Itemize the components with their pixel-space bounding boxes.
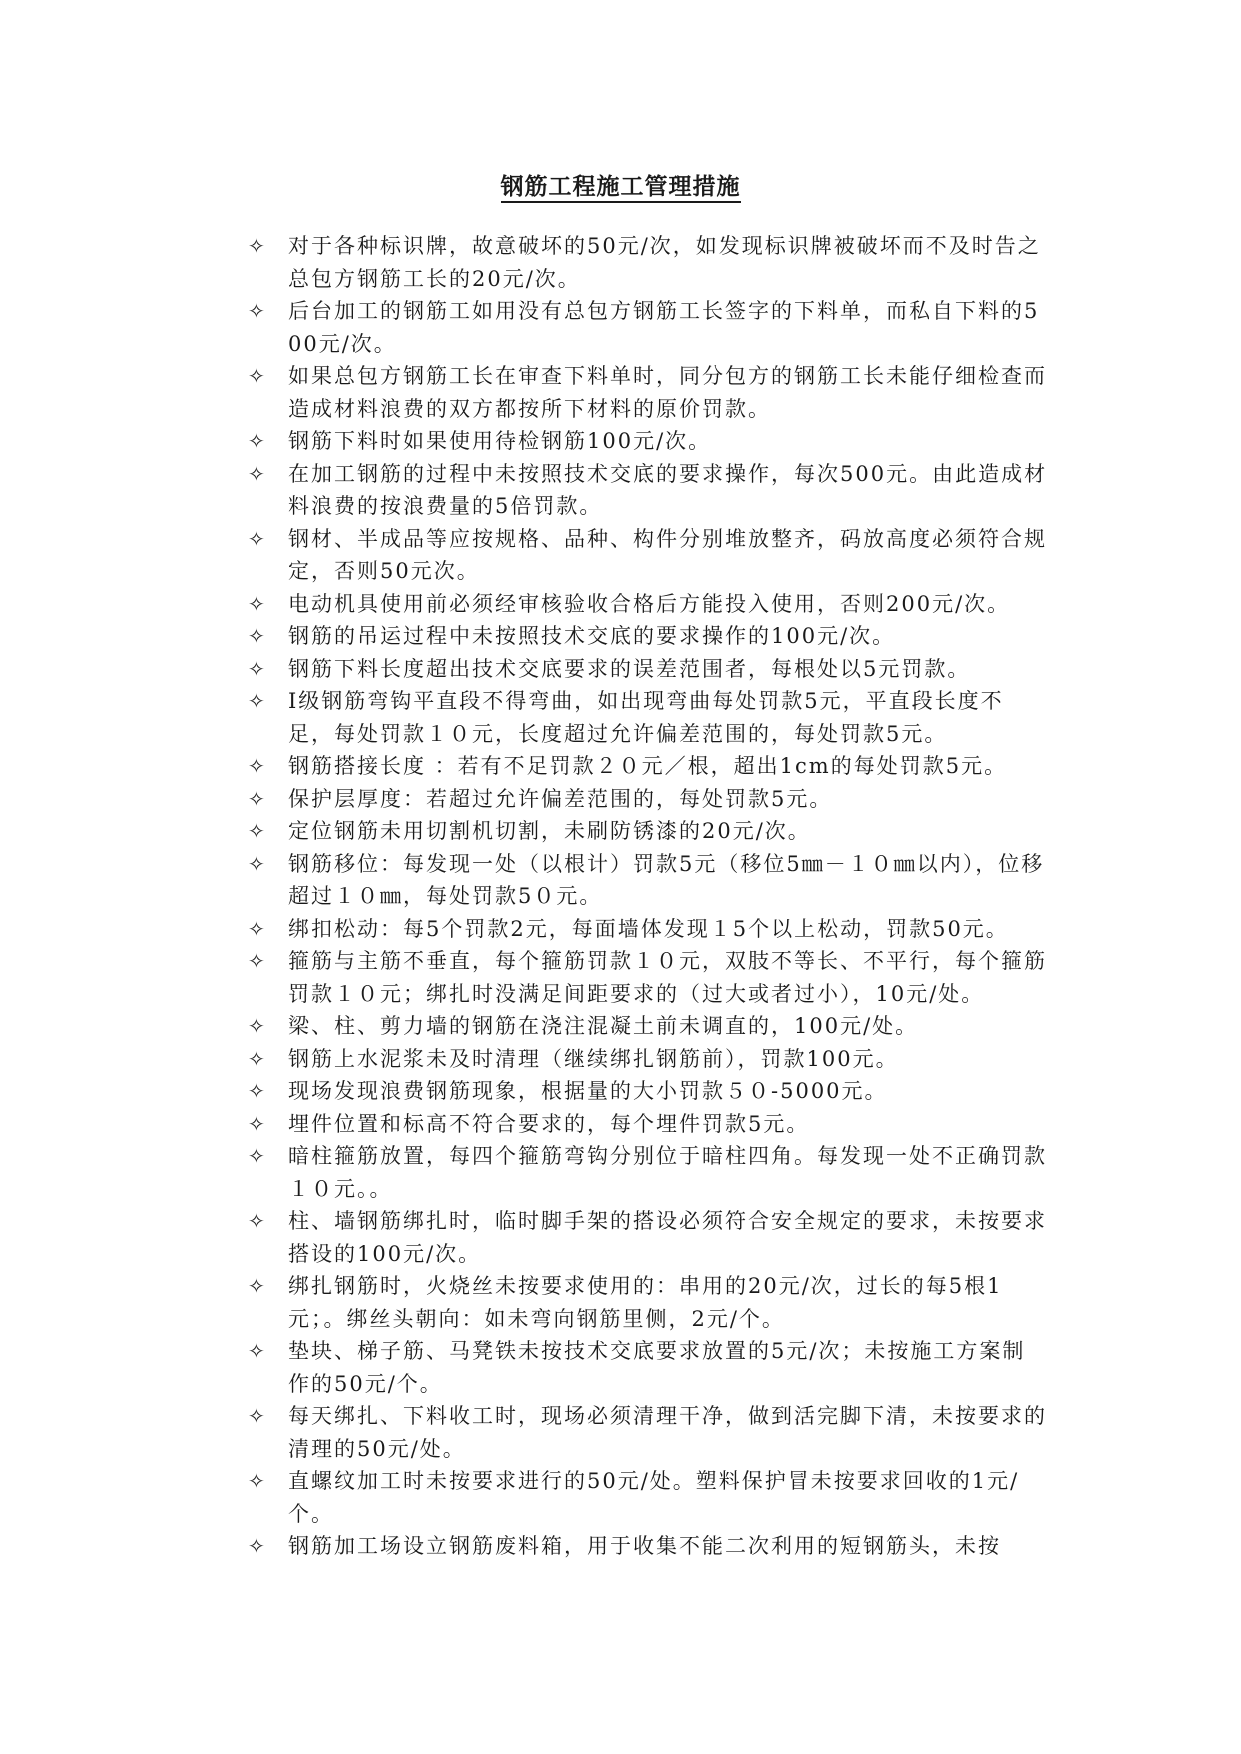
list-item-text: 钢筋的吊运过程中未按照技术交底的要求操作的100元/次。 <box>288 624 896 648</box>
list-item-text: 钢筋下料时如果使用待检钢筋100元/次。 <box>288 429 712 453</box>
list-item-text: 梁、柱、剪力墙的钢筋在浇注混凝土前未调直的，100元/处。 <box>288 1014 919 1038</box>
list-item <box>248 620 1048 653</box>
diamond-bullet-icon: ✧ <box>248 656 265 681</box>
list-item <box>248 913 1048 946</box>
diamond-bullet-icon: ✧ <box>248 1144 265 1168</box>
diamond-bullet-icon: ✧ <box>248 1404 265 1428</box>
list-item <box>248 653 1048 686</box>
list-item <box>248 1465 1048 1530</box>
diamond-bullet-icon: ✧ <box>248 819 265 843</box>
list-item-text: 如果总包方钢筋工长在审查下料单时，同分包方的钢筋工长未能仔细检查而造成材料浪费的双方都按所下材料的原价罚款。 <box>288 364 1047 421</box>
list-item-text: 现场发现浪费钢筋现象，根据量的大小罚款５０-5000元。 <box>288 1079 888 1103</box>
list-item-text: 钢筋搭接长度 ：若有不足罚款２０元／根，超出1cm的每处罚款5元。 <box>288 754 1008 778</box>
list-item-text: 保护层厚度：若超过允许偏差范围的，每处罚款5元。 <box>288 786 833 811</box>
list-item-text: 对于各种标识牌，故意破坏的50元/次，如发现标识牌被破坏而不及时告之总包方钢筋工长的20元/次。 <box>288 234 1041 291</box>
list-item <box>248 523 1048 588</box>
list-item-text: 直螺纹加工时未按要求进行的50元/处。塑料保护冒未按要求回收的1元/个。 <box>288 1469 1020 1526</box>
diamond-bullet-icon: ✧ <box>248 1014 265 1038</box>
list-item-text: 埋件位置和标高不符合要求的，每个埋件罚款5元。 <box>288 1111 810 1136</box>
list-item-text: 电动机具使用前必须经审核验收合格后方能投入使用，否则200元/次。 <box>288 591 1011 616</box>
list-item <box>248 1140 1048 1205</box>
diamond-bullet-icon: ✧ <box>248 1111 265 1136</box>
list-item <box>248 360 1048 425</box>
list-item <box>248 945 1048 1010</box>
rule-list <box>248 230 1048 1563</box>
diamond-bullet-icon: ✧ <box>248 1079 265 1103</box>
list-item-text: Ⅰ级钢筋弯钩平直段不得弯曲，如出现弯曲每处罚款5元，平直段长度不足，每处罚款１０元，长度超过允许偏差范围的，每处罚款5元。 <box>288 689 1004 746</box>
diamond-bullet-icon: ✧ <box>248 754 265 778</box>
list-item-text: 钢筋加工场设立钢筋废料箱，用于收集不能二次利用的短钢筋头，未按 <box>288 1534 1001 1558</box>
list-item <box>248 1075 1048 1108</box>
list-item <box>248 425 1048 458</box>
list-item-text: 箍筋与主筋不垂直，每个箍筋罚款１０元，双肢不等长、不平行，每个箍筋罚款１０元；绑扎时没满足间距要求的（过大或者过小），10元/处。 <box>288 949 1047 1006</box>
diamond-bullet-icon: ✧ <box>248 364 265 388</box>
diamond-bullet-icon: ✧ <box>248 234 265 258</box>
list-item-text: 钢筋移位：每发现一处（以根计）罚款5元（移位5㎜－１０㎜以内），位移超过１０㎜，每处罚款5０元。 <box>288 851 1045 908</box>
diamond-bullet-icon: ✧ <box>248 526 265 551</box>
document-title-text: 钢筋工程施工管理措施 <box>501 173 741 203</box>
diamond-bullet-icon: ✧ <box>248 689 265 713</box>
diamond-bullet-icon: ✧ <box>248 851 265 876</box>
list-item-text: 柱、墙钢筋绑扎时，临时脚手架的搭设必须符合安全规定的要求，未按要求搭设的100元/次。 <box>288 1209 1047 1266</box>
diamond-bullet-icon: ✧ <box>248 949 265 973</box>
list-item-text: 垫块、梯子筋、马凳铁未按技术交底要求放置的5元/次；未按施工方案制作的50元/个。 <box>288 1339 1026 1396</box>
diamond-bullet-icon: ✧ <box>248 1469 265 1493</box>
list-item <box>248 1010 1048 1043</box>
list-item-text: 每天绑扎、下料收工时，现场必须清理干净，做到活完脚下清，未按要求的清理的50元/处。 <box>288 1404 1047 1461</box>
list-item <box>248 1270 1048 1335</box>
list-item-text: 钢筋下料长度超出技术交底要求的误差范围者，每根处以5元罚款。 <box>288 656 971 681</box>
diamond-bullet-icon: ✧ <box>248 591 265 616</box>
list-item <box>248 1400 1048 1465</box>
list-item-text: 暗柱箍筋放置，每四个箍筋弯钩分别位于暗柱四角。每发现一处不正确罚款１０元。。 <box>288 1144 1047 1201</box>
diamond-bullet-icon: ✧ <box>248 916 265 941</box>
list-item <box>248 815 1048 848</box>
diamond-bullet-icon: ✧ <box>248 461 265 486</box>
diamond-bullet-icon: ✧ <box>248 1209 265 1233</box>
list-item <box>248 848 1048 913</box>
diamond-bullet-icon: ✧ <box>248 299 265 323</box>
list-item <box>248 588 1048 621</box>
list-item <box>248 295 1048 360</box>
list-item <box>248 750 1048 783</box>
list-item-text: 钢筋上水泥浆未及时清理（继续绑扎钢筋前），罚款100元。 <box>288 1046 899 1071</box>
diamond-bullet-icon: ✧ <box>248 786 265 811</box>
list-item <box>248 1335 1048 1400</box>
list-item <box>248 1108 1048 1141</box>
list-item <box>248 458 1048 523</box>
list-item-text: 绑扣松动：每5个罚款2元，每面墙体发现１5个以上松动，罚款50元。 <box>288 916 1009 941</box>
list-item <box>248 783 1048 816</box>
diamond-bullet-icon: ✧ <box>248 1274 265 1298</box>
diamond-bullet-icon: ✧ <box>248 1046 265 1071</box>
diamond-bullet-icon: ✧ <box>248 1339 265 1363</box>
document-title <box>0 168 1241 201</box>
list-item <box>248 1205 1048 1270</box>
list-item-text: 在加工钢筋的过程中未按照技术交底的要求操作，每次500元。由此造成材料浪费的按浪费量的5倍罚款。 <box>288 461 1048 518</box>
diamond-bullet-icon: ✧ <box>248 1534 265 1558</box>
list-item <box>248 1043 1048 1076</box>
diamond-bullet-icon: ✧ <box>248 624 265 648</box>
list-item <box>248 1530 1048 1563</box>
list-item-text: 后台加工的钢筋工如用没有总包方钢筋工长签字的下料单，而私自下料的500元/次。 <box>288 299 1040 356</box>
list-item-text: 钢材、半成品等应按规格、品种、构件分别堆放整齐，码放高度必须符合规定，否则50元次。 <box>288 526 1047 583</box>
list-item <box>248 685 1048 750</box>
list-item-text: 定位钢筋未用切割机切割，未刷防锈漆的20元/次。 <box>288 819 811 843</box>
list-item-text: 绑扎钢筋时，火烧丝未按要求使用的：串用的20元/次，过长的每5根1元；。绑丝头朝向：如未弯向钢筋里侧，2元/个。 <box>288 1274 1003 1331</box>
list-item <box>248 230 1048 295</box>
diamond-bullet-icon: ✧ <box>248 429 265 453</box>
